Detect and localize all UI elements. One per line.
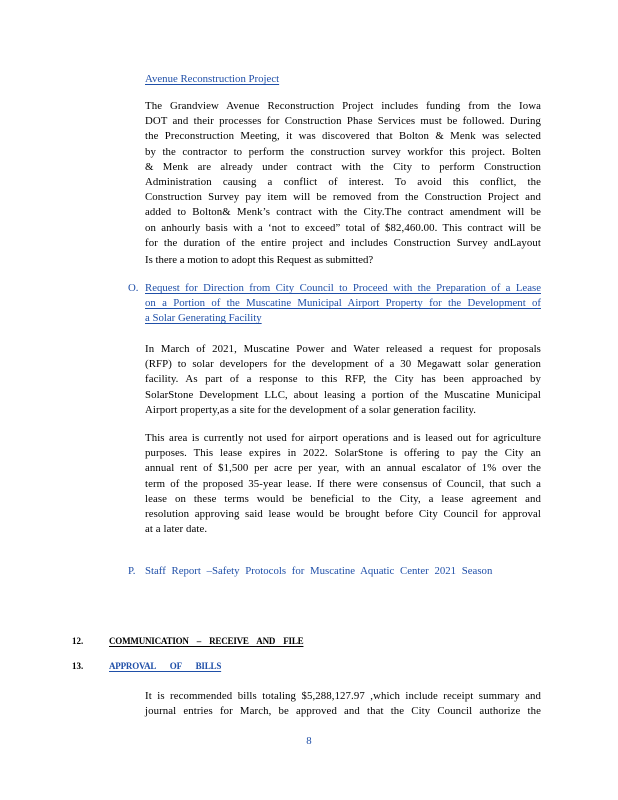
item-12-title[interactable] <box>109 636 303 646</box>
rfp-description <box>145 342 541 418</box>
paragraph-line: lease on these terms would be beneficial to the City, a lease agreement and <box>145 492 541 505</box>
paragraph-line: journal entries for March, be approved and that the City Council authorize the <box>145 705 541 718</box>
item-12-number: 12. <box>72 636 84 646</box>
item-o-letter: O. <box>128 282 139 294</box>
paragraph-line: facility. As part of a response to this RFP, the City has been approached by <box>145 373 541 386</box>
paragraph-line: purposes. This lease expires in 2022. SolarStone is offering to pay the City an <box>145 447 541 460</box>
paragraph-line: In March of 2021, Muscatine Power and Water released a request for proposals <box>145 343 541 355</box>
paragraph-line: on anhourly basis with a ‘not to exceed” total of $82,460.00. This contract will be <box>145 221 541 234</box>
paragraph-line: & Menk are already under contract with the City to perform Construction <box>145 160 541 173</box>
paragraph-line: added to Bolton& Menk’s contract with the City.The contract amendment will be <box>145 206 541 219</box>
project-description <box>145 99 541 251</box>
item-13-title[interactable] <box>109 661 221 671</box>
item-12-title-text[interactable]: COMMUNICATION – RECEIVE AND FILE <box>109 636 304 646</box>
bills-recommendation <box>145 689 541 719</box>
page-number: 8 <box>306 735 312 747</box>
lease-description <box>145 431 541 537</box>
item-13-title-text[interactable]: APPROVAL OF BILLS <box>109 661 222 671</box>
section-title-link[interactable]: Avenue Reconstruction Project <box>145 73 280 85</box>
paragraph-line: (RFP) to solar developers for the development of a 30 Megawatt solar generation <box>145 358 541 371</box>
paragraph-line: term of the proposed 35-year lease. If there were consensus of Council, that such a <box>145 477 541 490</box>
paragraph-line: Airport property,as a site for the development of a solar generation facility. <box>145 403 477 416</box>
paragraph-line: annual rent of $1,500 per acre per year, with an annual escalator of 1% over the <box>145 462 541 475</box>
paragraph-line: Administration causing a conflict of interest. To avoid this conflict, the <box>145 176 541 189</box>
paragraph-line: DOT and their processes for Construction Phase Services must be followed. During <box>145 115 541 128</box>
item-13-number: 13. <box>72 661 84 671</box>
paragraph-line: The Grandview Avenue Reconstruction Project includes funding from the Iowa <box>145 100 541 112</box>
item-o-title-line[interactable]: Request for Direction from City Council to Proceed with the Preparation of a Lease <box>145 282 541 294</box>
paragraph-line: SolarStone Development LLC, about leasing a portion of the Muscatine Municipal <box>145 388 541 401</box>
paragraph-line: resolution approving said lease would be brought before City Council for approval <box>145 508 541 521</box>
item-o-title[interactable] <box>145 281 541 326</box>
motion-question: Is there a motion to adopt this Request as submitted? <box>145 254 374 266</box>
paragraph-line: This area is currently not used for airport operations and is leased out for agriculture <box>145 432 541 444</box>
paragraph-line: at a later date. <box>145 523 208 536</box>
item-p-letter: P. <box>128 565 136 577</box>
item-o-title-line[interactable]: a Solar Generating Facility <box>145 312 262 324</box>
item-p-title[interactable]: Staff Report –Safety Protocols for Muscatine Aquatic Center 2021 Season <box>145 565 493 577</box>
item-o-title-line[interactable]: on a Portion of the Muscatine Municipal Airport Property for the Development of <box>145 297 541 309</box>
paragraph-line: by the contractor to perform the construction survey workfor this project. Bolten <box>145 145 541 158</box>
paragraph-line: the Preconstruction Meeting, it was discovered that Bolton & Menk was selected <box>145 130 541 143</box>
paragraph-line: for the duration of the entire project and includes Construction Survey andLayout <box>145 236 541 249</box>
paragraph-line: It is recommended bills totaling $5,288,127.97 ,which include receipt summary and <box>145 690 541 702</box>
section-title[interactable] <box>145 72 279 87</box>
paragraph-line: Construction Survey pay item will be removed from the Construction Project and <box>145 191 541 204</box>
